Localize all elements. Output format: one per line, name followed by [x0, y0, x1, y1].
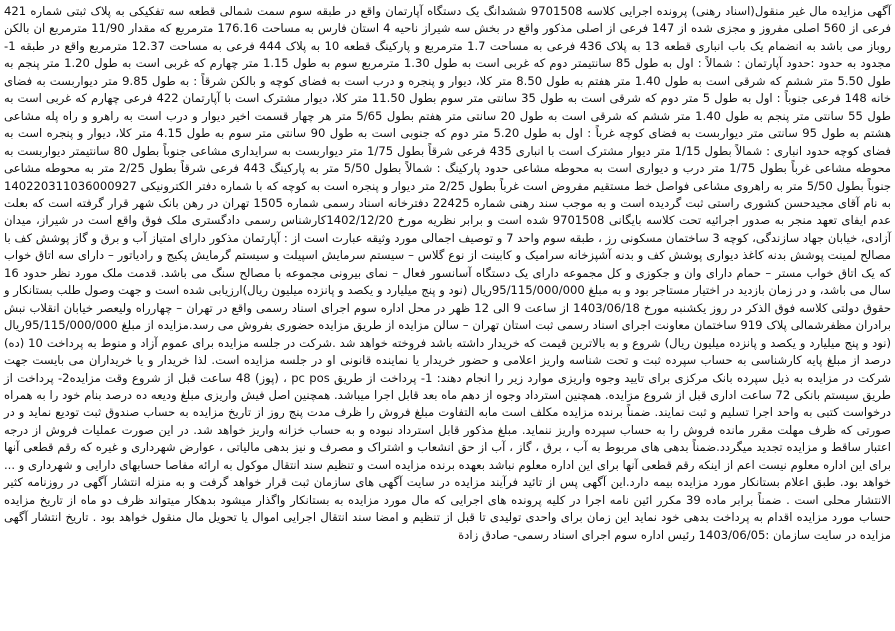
auction-notice-text: آگهی مزایده مال غیر منقول(اسناد رهنی) پرونده اجرایی کلاسه 9701508 ششدانگ یک دستگاه آپارتمان واقع در طبقه سوم سمت شمالی قطعه سه تفکیکی به پلاک ثبتی شماره 421 فرعی از 560 اصلی مفروز و مجزی شده از 147 فرعی از اصلی مذکور واقع در بخش سه شیراز ناحیه 4 استان فارس به مساحت 176.16 مترمربع که مقدار 11/90 مترمربع ان بالکن روباز می باشد به انضمام یک باب انباری قطعه 13 به پلاک 436 فرعی به مساحت 1.7 مترمربع و پارکینگ قطعه 10 به پلاک 444 فرعی به مساحت 12.37 مترمربع واقع در طبقه 1- مجدود به حدود :حدود آپارتمان : شمالاً : اول به طول 85 سانتیمتر دوم که غربی است به طول 1.30 مترمربع سوم به طول 1.15 متر چهارم که غربی است به طول 1.20 متر پنجم به طول 5.50 متر ششم که شرقی است به طول 1.40 متر هفتم به طول 8.50 متر کلا، دیوار و پنجره و درب است به فضای کوچه و بالکن شرقاً : به طول 9.85 متر دیواربست به فضای خانه 148 فرعی جنوباً : اول به طول 5 متر دوم که شرقی است به طول 35 سانتی متر سوم بطول 11.50 متر کلا، دیوار مشترک است با آپارتمان 422 فرعی چهارم که غربی است به طول 55 سانتی متر پنجم به طول 1.40 متر ششم که شرقی است به طول 20 سانتی متر هفتم بطول 5/65 متر هر چهار قسمت اخیر دیوار و درب است به راهرو و راه پله مشاعی هشتم به طول 95 سانتی متر دیواربست به فضای کوچه غرباً : اول به طول 5.20 متر دوم که جنوبی است به طول 90 سانتی متر سوم به طول 4.15 متر کلا، دیوار و پنجره است به فضای کوچه حدود انباری : شمالاً بطول 1/15 متر دیوار مشترک است با انباری 435 فرعی شرقاً بطول 1/75 متر دیواربست به سرایداری مشاعی جنوباً بطول 80 سانتیمتر دیواربست به محوطه مشاعی غرباً بطول 1/75 متر درب و دیواری است به محوطه مشاعی حدود پارکینگ : شمالاً بطول 5/50 متر به پارکینگ 443 فرعی شرقاً بطول 2/25 متر به محوطه مشاعی جنوباً بطول 5/50 متر به راهروی مشاعی فواصل خط مستقیم مفروض است غرباً بطول 2/25 متر دیوار و پنجره است به کوچه که با شماره دفتر الکترونیکی 140220311036000927 به نام آقای مجیدحسن کشوری راستی ثبت گردیده است و به موجب سند رهنی شماره 22425 دفترخانه اسناد رسمی شماره 1505 تهران در رهن بانک شهر قرار گرفته است که بعلت عدم ایفای تعهد منجر به صدور اجرائیه تحت کلاسه بایگانی 9701508 شده است و برابر نظریه مورخ 1402/12/20کارشناس رسمی دادگستری ملک فوق واقع است در شیراز، میدان آزادی، خیابان جهاد سازندگی، کوچه 3 ساختمان مسکونی رز ، طبقه سوم واحد 7 و توصیف اجمالی مورد وثیقه عبارت است از : آپارتمان مذکور دارای امتیاز آب و برق و گاز پوشش کف با مصالح لمینت پوشش بدنه کاغذ دیواری پوشش کف و بدنه آشپزخانه سرامیک و کابینت از نوع گلاس – سیستم سرمایش اسپیلت و سیستم گرمایش پکیج و رادیاتور – دارای سه اتاق خواب که یک اتاق خواب مستر – حمام دارای وان و جکوزی و کل مجموعه دارای یک دستگاه آسانسور فعال – نمای بیرونی مجموعه با مصالح سنگ می باشد. قدمت ملک مورد نظر حدود 16 سال می باشد، و در زمان بازدید در اختیار مستاجر بود و به مبلغ 95/115/000/000ریال (نود و پنج میلیارد و یکصد و پانزده میلیون ریال)ارزیابی شده است و جهت وصول طلب بستانکار و حقوق دولتی کلاسه فوق الذکر در روز یکشنبه مورخ 1403/06/18 از ساعت 9 الی 12 ظهر در محل اداره سوم اجرای اسناد رسمی واقع در تهران – چهارراه ولیعصر خیابان انقلاب نبش برادران مظفرشمالی پلاک 919 ساختمان معاونت اجرای اسناد رسمی ثبت استان تهران – سالن مزایده از طریق مزایده حضوری بفروش می رسد.مزایده از مبلغ 95/115/000/000ریال (نود و پنج میلیارد و یکصد و پانزده میلیون ریال) شروع و به بالاترین قیمت که خریدار داشته باشد فروخته خواهد شد .شرکت در جلسه مزایده برای عموم آزاد و منوط به پرداخت 10 (ده) درصد از مبلغ پایه کارشناسی به حساب سپرده ثبت و تحت شناسه واریز اعلامی و حضور خریدار یا نماینده قانونی او در جلسه مزایده است. لذا خریدار و یا خریداران می بایست جهت شرکت در مزایده به ذیل سپرده بانک مرکزی برای تایید وجوه واریزی موارد زیر را انجام دهند: 1- پرداخت از طریق pc pos ، (پوز) 48 ساعت قبل از شروع وقت مزایده2- پرداخت از طریق سیستم بانکی 72 ساعت اداری قبل از شروع مزایده. همچنین استرداد وجوه از دهم ماه بعد قابل اجرا میباشد. همچنین اصل فیش واریزی مبلغ ودیعه ده درصد بنام خود را به همراه درخواست کتبی به واحد اجرا تسلیم و ثبت نمایند. ضمناً برنده مزایده مکلف است مابه التفاوت مبلغ فروش را ظرف مدت پنج روز از تاریخ مزایده به حساب صندوق ثبت تودیع نماید و در صورتی که ظرف مهلت مقرر مانده فروش را به حساب سپرده واریز ننماید. مبلغ مذکور قابل استرداد نبوده و به حساب خزانه واریز خواهد شد. در این صورت عملیات فروش از درجه اعتبار ساقط و مزایده تجدید میگردد.ضمناً بدهی های مربوط به آب ، برق ، گاز ، آب از حق انشعاب و اشتراک و مصرف و نیز بدهی مالیاتی ، عوارض شهرداری و غیره که رقم قطعی آنها برای این اداره معلوم نیست اعم از اینکه رقم قطعی آنها برای این اداره معلوم نباشد بعهده برنده مزایده است و تنظیم سند انتقال موکول به ارائه مفاصا حسابهای دارایی و شهرداری و ... خواهد بود. طبق اعلام بستانکار مورد مزایده بیمه دارد.این آگهی پس از تائید فرآیند مزایده در سایت آگهی های سازمان ثبت قرار خواهد گرفت و به منزله انتشار آگهی در روزنامه کثیر الانتشار محلی است . ضمناً برابر ماده 39 مکرر ائین نامه اجرا در کلیه پرونده های اجرایی که مال مورد مزایده به بستانکار واگذار میشود بدهکار میتواند ظرف دو ماه از تاریخ مزایده حساب مورد مزایده اقدام به پرداخت بدهی خود نماید این زمان برای واحدی تولیدی تا قبل از تنظیم و امضا سند انتقال اجرایی اموال یا تحویل مال منقول خواهد بود . تاریخ انتشار آگهی مزایده در سایت سازمان :1403/06/05 رئیس اداره سوم اجرای اسناد رسمی- صادق زادة: [4, 4, 892, 542]
